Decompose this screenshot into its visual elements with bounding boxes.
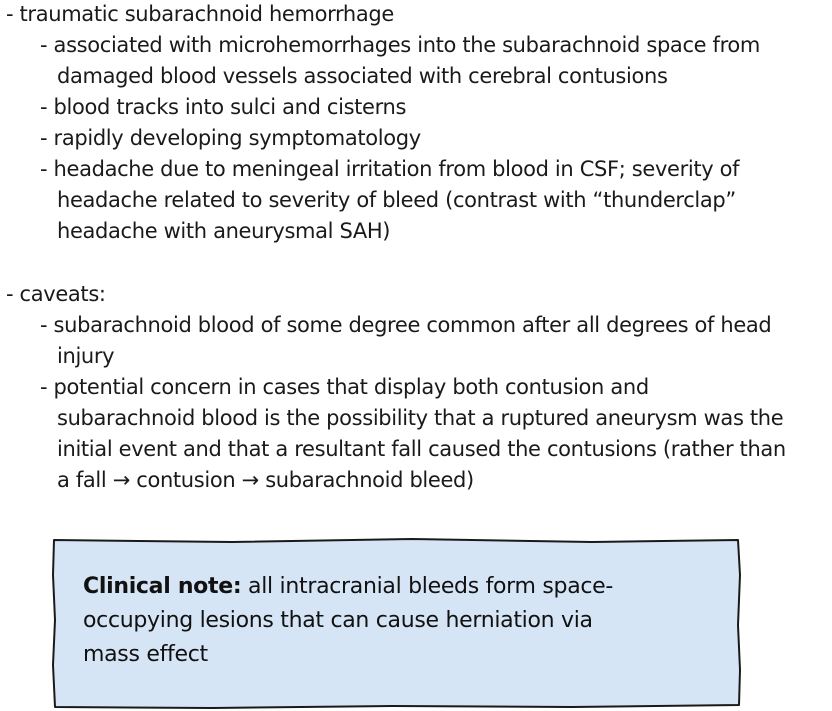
note-line-2: occupying lesions that can cause herniation via bbox=[83, 608, 593, 633]
note-text: all intracranial bleeds form space- bbox=[241, 574, 614, 599]
bullet-item: - rapidly developing symptomatology bbox=[40, 126, 421, 150]
bullet-item: - headache due to meningeal irritation from blood in CSF; severity of bbox=[40, 157, 740, 181]
bullet-item: - blood tracks into sulci and cisterns bbox=[40, 95, 407, 119]
bullet-continuation: a fall → contusion → subarachnoid bleed) bbox=[57, 468, 474, 492]
bullet-continuation: headache with aneurysmal SAH) bbox=[57, 219, 391, 243]
bullet-continuation: injury bbox=[57, 344, 115, 368]
note-label: Clinical note: bbox=[83, 574, 242, 599]
clinical-note-box bbox=[52, 535, 742, 710]
bullet-continuation: headache related to severity of bleed (contrast with “thunderclap” bbox=[57, 188, 736, 212]
bullet-continuation: subarachnoid blood is the possibility that a ruptured aneurysm was the bbox=[57, 406, 784, 430]
section-heading: - traumatic subarachnoid hemorrhage bbox=[6, 2, 394, 26]
note-line-3: mass effect bbox=[83, 642, 208, 667]
section-heading: - caveats: bbox=[6, 282, 106, 306]
bullet-continuation: initial event and that a resultant fall caused the contusions (rather than bbox=[57, 437, 786, 461]
bullet-item: - potential concern in cases that display both contusion and bbox=[40, 375, 649, 399]
bullet-item: - associated with microhemorrhages into the subarachnoid space from bbox=[40, 33, 760, 57]
bullet-continuation: damaged blood vessels associated with cerebral contusions bbox=[57, 64, 668, 88]
bullet-item: - subarachnoid blood of some degree common after all degrees of head bbox=[40, 313, 772, 337]
note-line-1 bbox=[83, 570, 613, 604]
